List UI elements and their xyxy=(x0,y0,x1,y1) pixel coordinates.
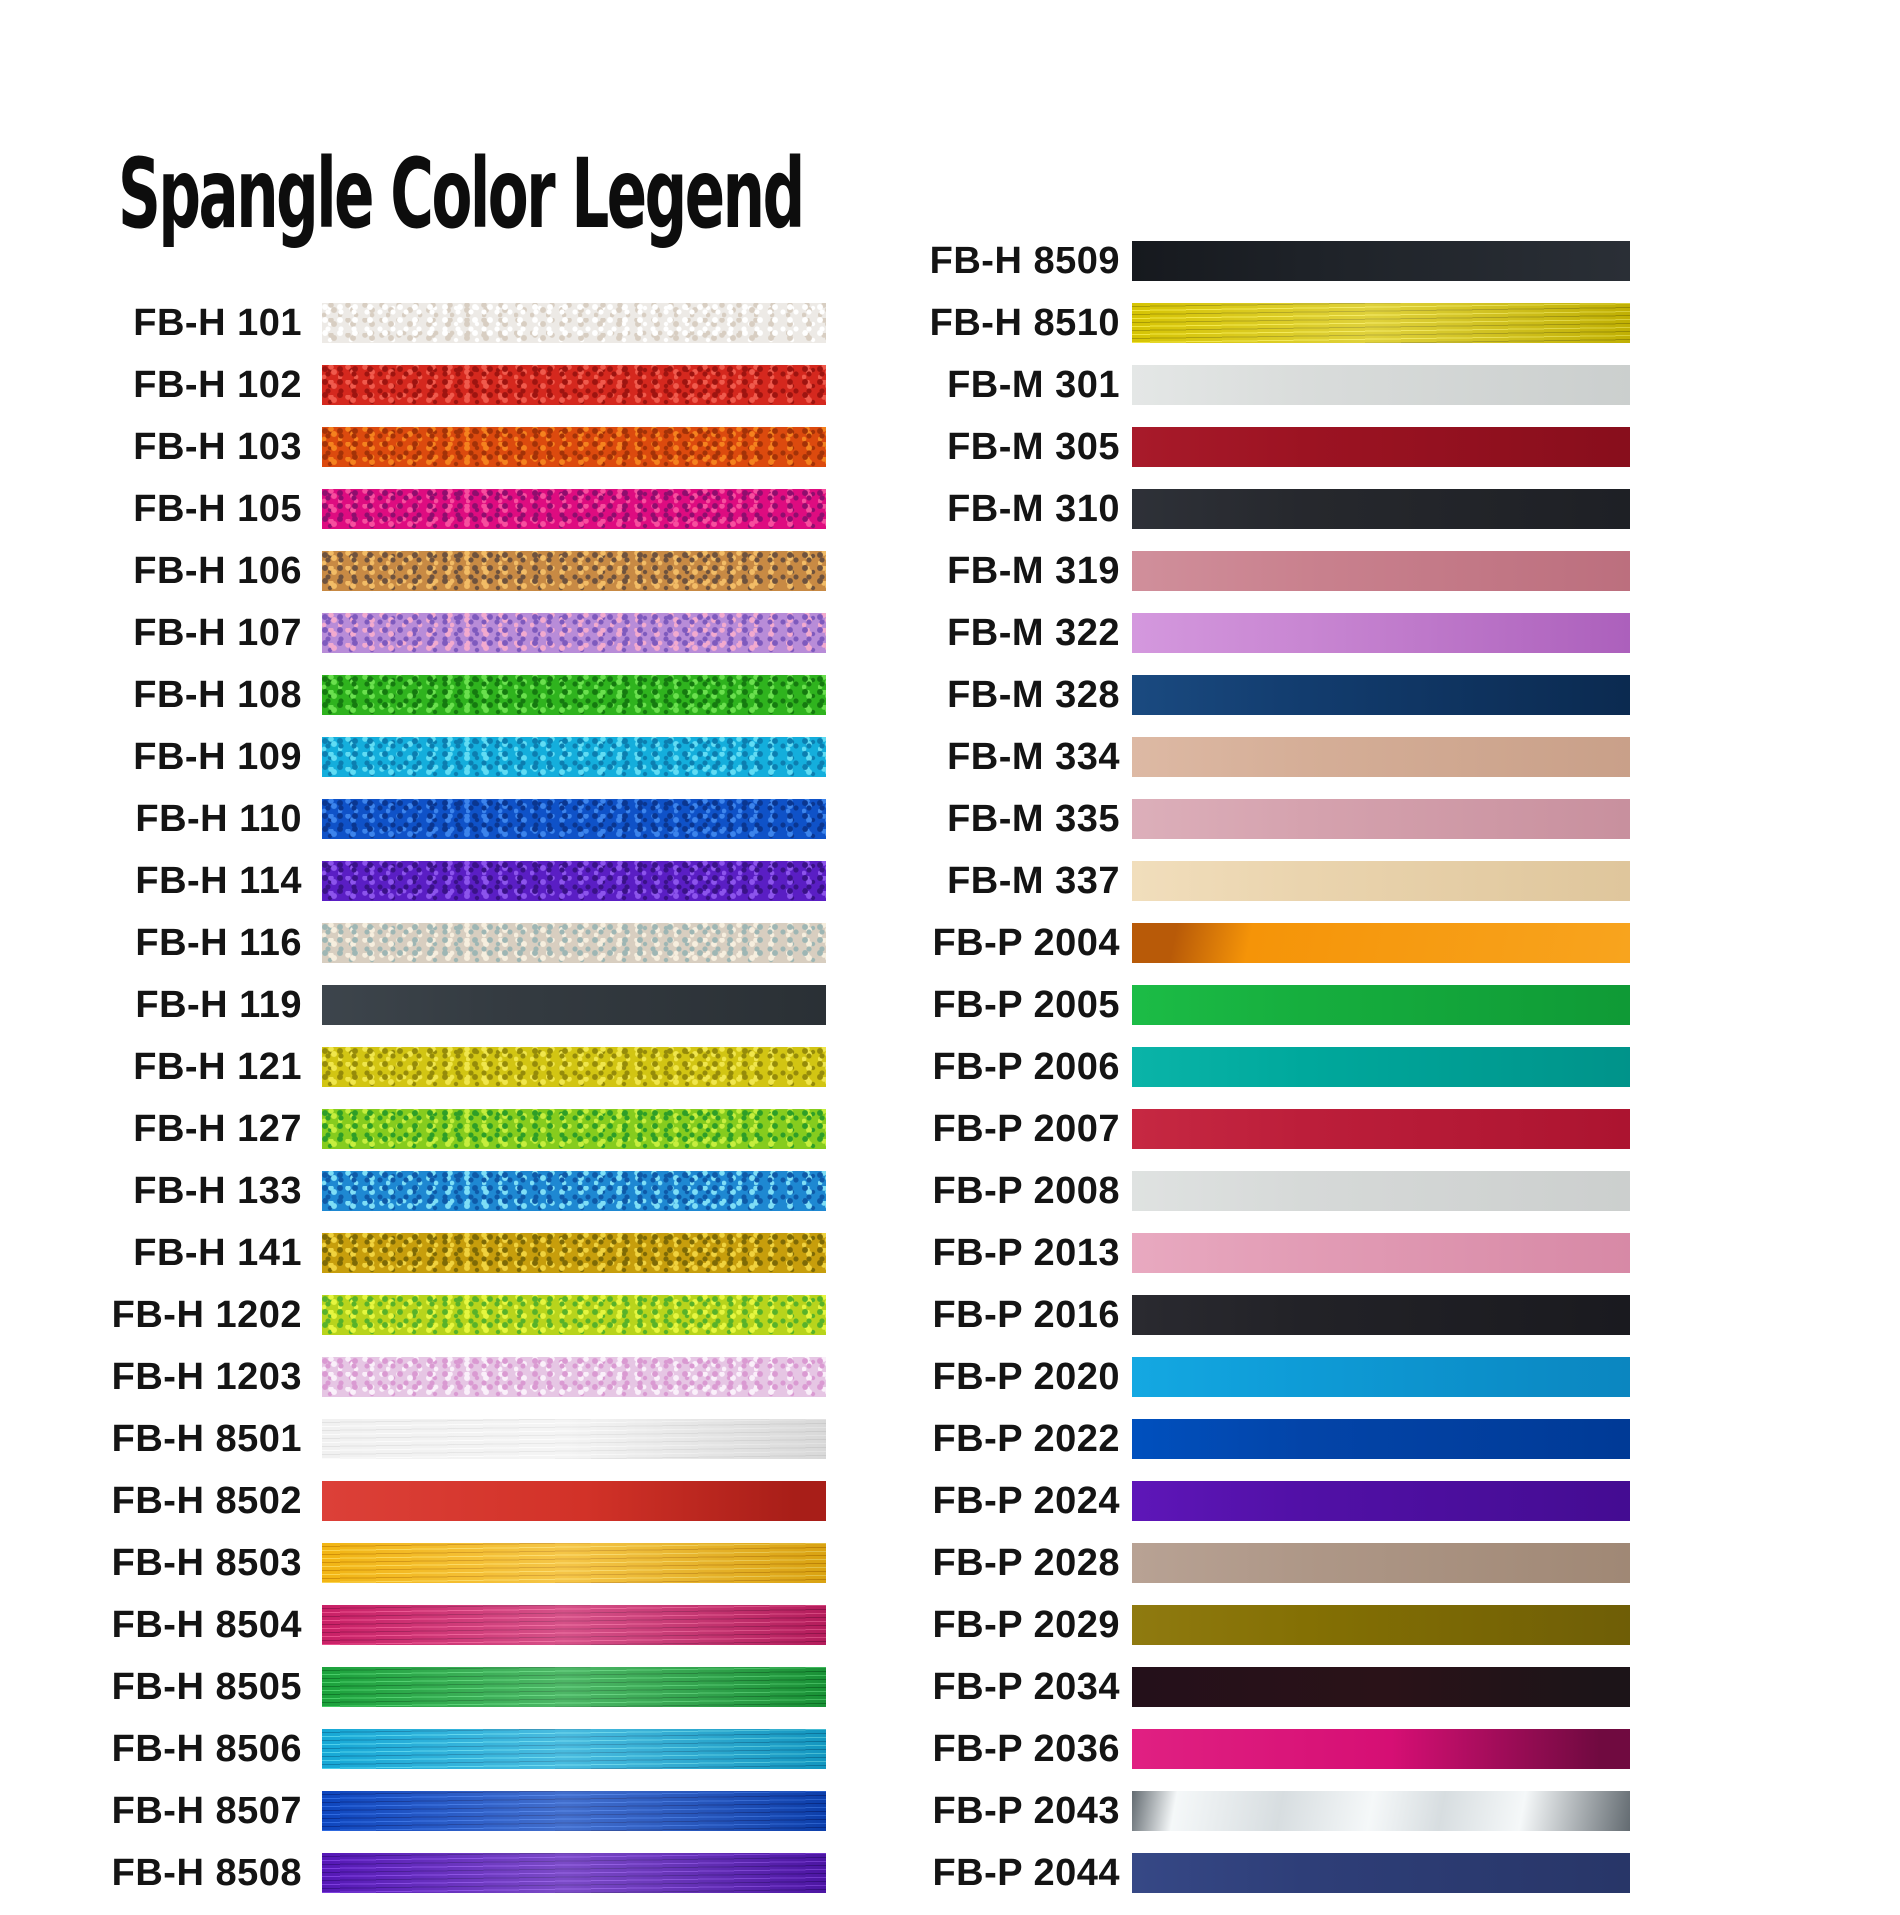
swatch-label: FB-H 133 xyxy=(133,1169,302,1212)
color-swatch xyxy=(1132,1109,1630,1149)
swatch-label: FB-M 328 xyxy=(947,673,1120,716)
color-swatch xyxy=(1132,1357,1630,1397)
swatch-label: FB-H 8509 xyxy=(929,239,1120,282)
swatch-label: FB-H 8508 xyxy=(111,1851,302,1894)
legend-row xyxy=(632,613,1630,653)
swatch-label: FB-P 2036 xyxy=(932,1727,1120,1770)
swatch-label: FB-P 2007 xyxy=(932,1107,1120,1150)
swatch-label: FB-P 2004 xyxy=(932,921,1120,964)
legend-row xyxy=(632,427,1630,467)
color-swatch xyxy=(1132,365,1630,405)
legend-row xyxy=(632,1419,1630,1459)
swatch-label: FB-P 2044 xyxy=(932,1851,1120,1894)
legend-row xyxy=(632,1357,1630,1397)
color-swatch xyxy=(1132,551,1630,591)
color-swatch xyxy=(1132,303,1630,343)
swatch-label: FB-H 105 xyxy=(133,487,302,530)
swatch-label: FB-H 8502 xyxy=(111,1479,302,1522)
color-swatch xyxy=(1132,1295,1630,1335)
swatch-label: FB-P 2016 xyxy=(932,1293,1120,1336)
swatch-label: FB-P 2008 xyxy=(932,1169,1120,1212)
legend-row xyxy=(632,303,1630,343)
legend-row xyxy=(632,737,1630,777)
legend-row xyxy=(632,1605,1630,1645)
color-swatch xyxy=(1132,1791,1630,1831)
swatch-label: FB-H 121 xyxy=(133,1045,302,1088)
color-swatch xyxy=(1132,861,1630,901)
swatch-label: FB-H 119 xyxy=(135,983,302,1026)
legend-row xyxy=(632,1109,1630,1149)
swatch-label: FB-M 305 xyxy=(947,425,1120,468)
swatch-label: FB-H 8510 xyxy=(929,301,1120,344)
legend-column-right xyxy=(632,241,1630,1915)
swatch-label: FB-H 116 xyxy=(135,921,302,964)
legend-row xyxy=(632,675,1630,715)
swatch-label: FB-H 114 xyxy=(135,859,302,902)
color-swatch xyxy=(1132,675,1630,715)
swatch-label: FB-H 109 xyxy=(133,735,302,778)
swatch-label: FB-H 102 xyxy=(133,363,302,406)
swatch-label: FB-H 8501 xyxy=(111,1417,302,1460)
swatch-label: FB-H 101 xyxy=(133,301,302,344)
legend-row xyxy=(632,799,1630,839)
legend-row xyxy=(632,1047,1630,1087)
swatch-label: FB-P 2006 xyxy=(932,1045,1120,1088)
legend-row xyxy=(632,861,1630,901)
color-swatch xyxy=(1132,427,1630,467)
legend-row xyxy=(632,1295,1630,1335)
swatch-label: FB-M 301 xyxy=(947,363,1120,406)
swatch-label: FB-H 108 xyxy=(133,673,302,716)
color-swatch xyxy=(1132,1233,1630,1273)
color-swatch xyxy=(1132,1419,1630,1459)
swatch-label: FB-H 8505 xyxy=(111,1665,302,1708)
swatch-label: FB-H 127 xyxy=(133,1107,302,1150)
swatch-label: FB-H 103 xyxy=(133,425,302,468)
color-swatch xyxy=(1132,489,1630,529)
color-swatch xyxy=(1132,1543,1630,1583)
swatch-label: FB-H 1203 xyxy=(111,1355,302,1398)
swatch-label: FB-M 319 xyxy=(947,549,1120,592)
swatch-label: FB-H 8503 xyxy=(111,1541,302,1584)
legend-row xyxy=(632,551,1630,591)
color-swatch xyxy=(1132,1171,1630,1211)
legend-row xyxy=(632,985,1630,1025)
color-swatch xyxy=(1132,737,1630,777)
legend-row xyxy=(632,1791,1630,1831)
swatch-label: FB-M 337 xyxy=(947,859,1120,902)
swatch-label: FB-P 2029 xyxy=(932,1603,1120,1646)
legend-row xyxy=(632,241,1630,281)
swatch-label: FB-P 2020 xyxy=(932,1355,1120,1398)
swatch-label: FB-P 2013 xyxy=(932,1231,1120,1274)
legend-row xyxy=(632,1171,1630,1211)
swatch-label: FB-M 322 xyxy=(947,611,1120,654)
swatch-label: FB-H 8504 xyxy=(111,1603,302,1646)
color-swatch xyxy=(1132,799,1630,839)
legend-row xyxy=(632,1543,1630,1583)
color-swatch xyxy=(1132,1667,1630,1707)
color-swatch xyxy=(1132,1853,1630,1893)
swatch-label: FB-M 335 xyxy=(947,797,1120,840)
color-swatch xyxy=(1132,1605,1630,1645)
swatch-label: FB-M 334 xyxy=(947,735,1120,778)
swatch-label: FB-H 8507 xyxy=(111,1789,302,1832)
legend-row xyxy=(632,923,1630,963)
color-swatch xyxy=(1132,923,1630,963)
swatch-label: FB-P 2028 xyxy=(932,1541,1120,1584)
swatch-label: FB-P 2005 xyxy=(932,983,1120,1026)
legend-row xyxy=(632,1729,1630,1769)
legend-row xyxy=(632,1481,1630,1521)
legend-row xyxy=(632,489,1630,529)
swatch-label: FB-P 2034 xyxy=(932,1665,1120,1708)
legend-row xyxy=(632,1233,1630,1273)
swatch-label: FB-P 2043 xyxy=(932,1789,1120,1832)
color-swatch xyxy=(1132,1729,1630,1769)
color-swatch xyxy=(1132,241,1630,281)
swatch-label: FB-H 1202 xyxy=(111,1293,302,1336)
swatch-label: FB-H 106 xyxy=(133,549,302,592)
color-swatch xyxy=(1132,1047,1630,1087)
swatch-label: FB-H 107 xyxy=(133,611,302,654)
swatch-label: FB-H 141 xyxy=(133,1231,302,1274)
swatch-label: FB-P 2024 xyxy=(932,1479,1120,1522)
swatch-label: FB-M 310 xyxy=(947,487,1120,530)
legend-row xyxy=(632,365,1630,405)
color-swatch xyxy=(1132,613,1630,653)
legend-row xyxy=(632,1667,1630,1707)
swatch-label: FB-H 110 xyxy=(135,797,302,840)
color-swatch xyxy=(1132,985,1630,1025)
page-title: Spangle Color Legend xyxy=(118,138,803,250)
swatch-label: FB-P 2022 xyxy=(932,1417,1120,1460)
swatch-label: FB-H 8506 xyxy=(111,1727,302,1770)
legend-row xyxy=(632,1853,1630,1893)
color-swatch xyxy=(1132,1481,1630,1521)
